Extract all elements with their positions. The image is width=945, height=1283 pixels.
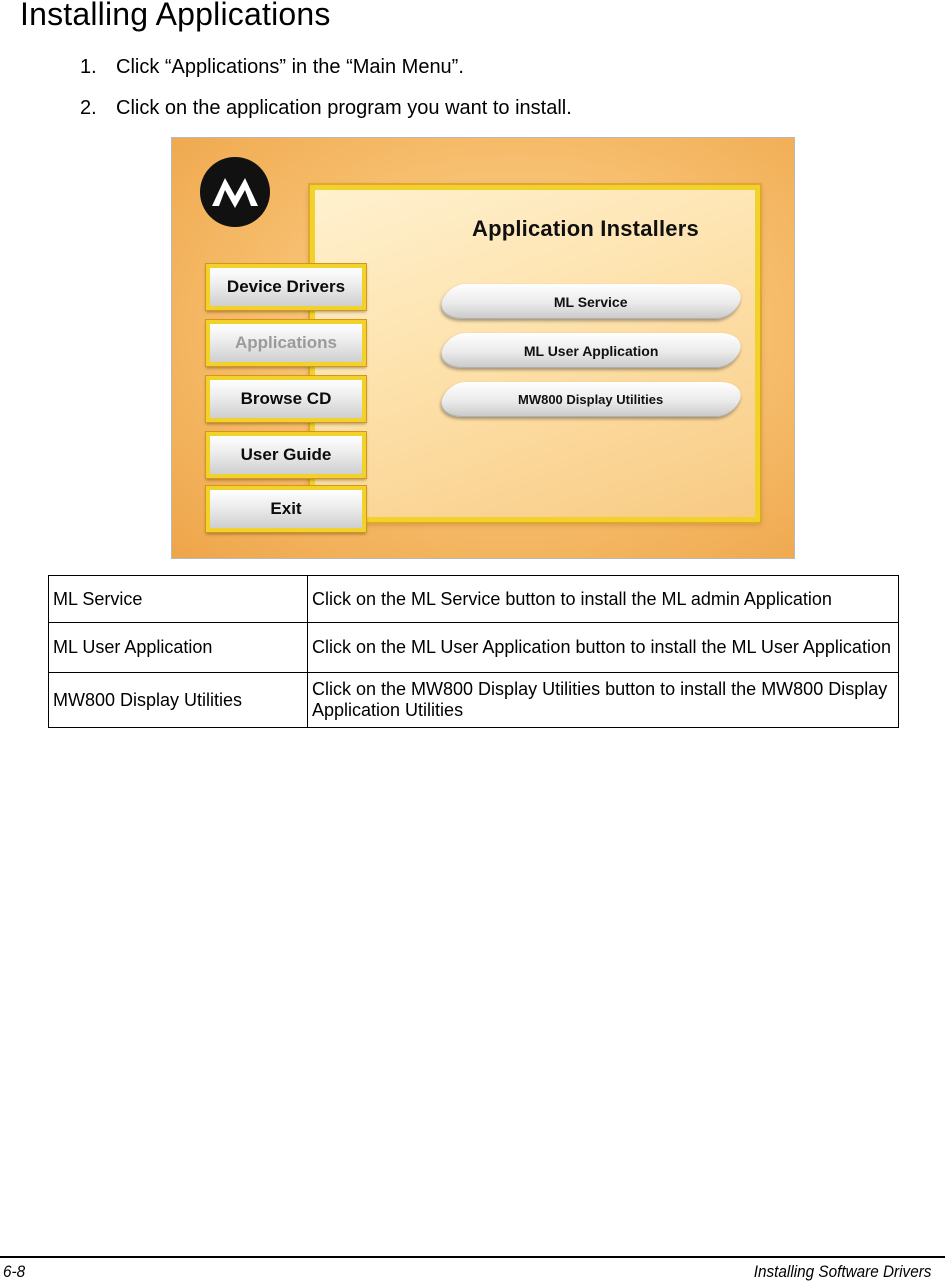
table-row <box>49 673 899 728</box>
footer-section-title: Installing Software Drivers <box>753 1262 931 1281</box>
exit-button[interactable]: Exit <box>206 486 366 532</box>
step-number: 2. <box>80 97 97 119</box>
table-cell-description: Click on the MW800 Display Utilities button to install the MW800 Display Application Utilities <box>308 673 899 728</box>
table-cell-name: MW800 Display Utilities <box>49 673 308 728</box>
user-guide-button[interactable]: User Guide <box>206 432 366 478</box>
ml-user-application-button[interactable] <box>436 333 745 368</box>
page-title: Installing Applications <box>20 0 331 32</box>
ml-user-application-label: ML User Application <box>523 342 659 359</box>
step-item <box>80 97 572 138</box>
footer-divider <box>0 1256 945 1258</box>
installers-table <box>48 575 899 728</box>
step-number: 1. <box>80 56 97 78</box>
footer-page-number: 6-8 <box>3 1262 26 1281</box>
step-item <box>80 56 572 97</box>
motorola-logo-icon <box>200 157 270 227</box>
browse-cd-button[interactable]: Browse CD <box>206 376 366 422</box>
step-text: Click on the application program you want to install. <box>116 97 572 119</box>
table-cell-name: ML Service <box>49 576 308 623</box>
device-drivers-button[interactable]: Device Drivers <box>206 264 366 310</box>
ml-service-label: ML Service <box>554 293 628 310</box>
table-cell-name: ML User Application <box>49 623 308 673</box>
applications-button[interactable]: Applications <box>206 320 366 366</box>
steps-list <box>80 56 572 138</box>
installer-screenshot <box>171 137 795 559</box>
step-text: Click “Applications” in the “Main Menu”. <box>116 56 464 78</box>
table-row <box>49 623 899 673</box>
panel-title: Application Installers <box>472 216 699 241</box>
table-cell-description: Click on the ML User Application button to install the ML User Application <box>308 623 899 673</box>
mw800-display-utilities-button[interactable] <box>436 382 745 417</box>
mw800-display-utilities-label: MW800 Display Utilities <box>518 392 664 407</box>
table-cell-description: Click on the ML Service button to install the ML admin Application <box>308 576 899 623</box>
table-row <box>49 576 899 623</box>
ml-service-button[interactable] <box>436 284 745 319</box>
